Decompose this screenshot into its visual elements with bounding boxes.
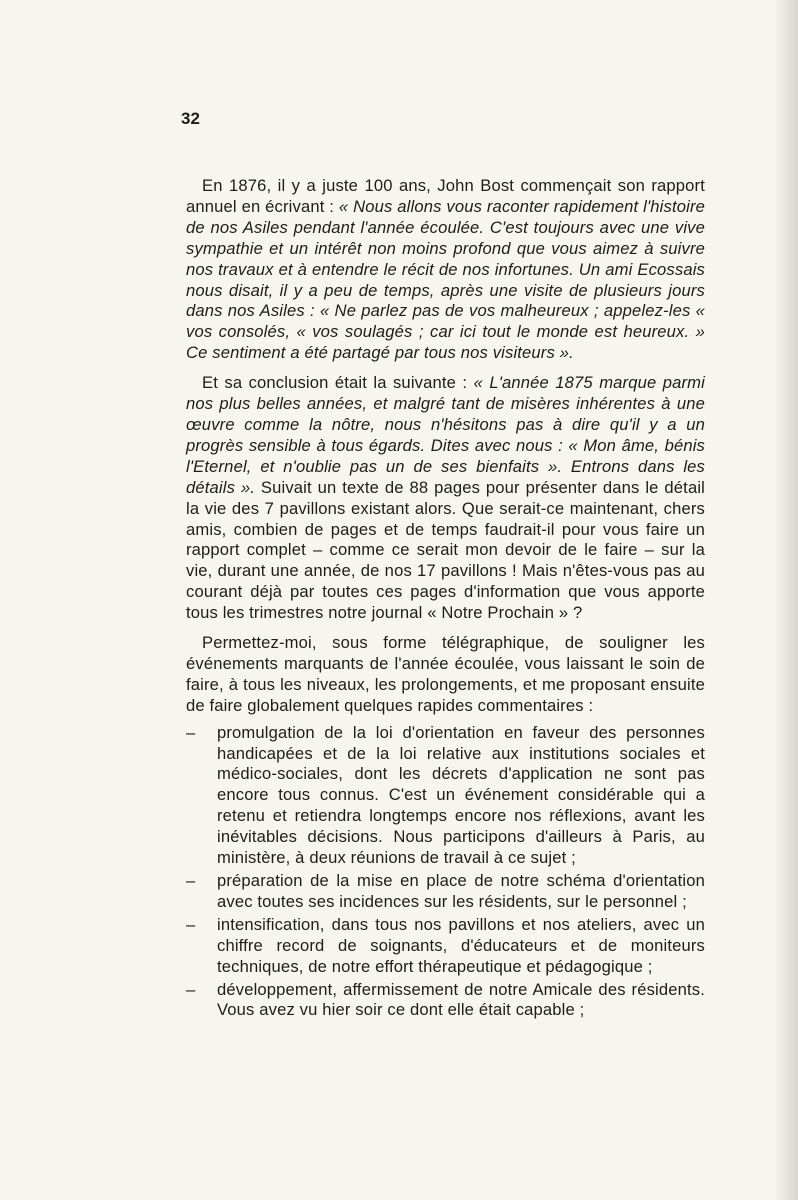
paragraph-events-intro: Permettez-moi, sous forme télégraphique, de souligner les événements marquants de l'année écoulée, vous laissant le soin de faire, à tous les niveaux, les prolongements, et me proposant ensuite de faire globalement quelques rapides commentaires : bbox=[186, 633, 705, 715]
intro-text: En 1876, il y a juste 100 ans, John Bost commençait son rapport annuel en écrivant : bbox=[186, 176, 705, 216]
paragraph-conclusion bbox=[186, 373, 705, 624]
list-dash: – bbox=[186, 871, 196, 890]
body-text bbox=[186, 176, 705, 1023]
conclusion-text: Suivait un texte de 88 pages pour présenter dans le détail la vie des 7 pavillons existant alors. Que serait-ce maintenant, chers amis, combien de pages et de temps faudrait-il pour vous faire un rapport complet – comme ce serait mon devoir de le faire – sur la vie, durant une année, de nos 17 pavillons ! Mais n'êtes-vous pas au courant déjà par toutes ces pages d'information que vous apporte tous les trimestres notre journal « Notre Prochain » ? bbox=[186, 477, 705, 623]
events-list bbox=[186, 723, 705, 1022]
list-item-text: promulgation de la loi d'orientation en faveur des personnes handicapées et de la loi relative aux institutions sociales et médico-sociales, dont les décrets d'application ne sont pas encore tous connus. C'est un événement considérable qui a retenu et retiendra longtemps encore nos réflexions, avant les inévitables décisions. Nous participons d'ailleurs à Paris, au ministère, à deux réunions de travail à ce sujet ; bbox=[217, 722, 705, 868]
list-item bbox=[186, 915, 705, 978]
intro-quote: « Nous allons vous raconter rapidement l'histoire de nos Asiles pendant l'année écoulée. C'est toujours avec une vive sympathie et un intérêt non moins profond que vous aimez à suivre nos travaux et à entendre le récit de nos infortunes. Un ami Ecossais nous disait, il y a peu de temps, après une visite de plusieurs jours dans nos Asiles : « Ne parlez pas de vos malheureux ; appelez-les « vos consolés, « vos soulagés ; car ici tout le monde est heureux. » Ce sentiment a été partagé par tous nos visiteurs ». bbox=[186, 196, 705, 363]
list-dash: – bbox=[186, 979, 196, 999]
list-item-text: préparation de la mise en place de notre schéma d'orientation avec toutes ses incidences sur les résidents, sur le personnel ; bbox=[217, 871, 705, 911]
list-item bbox=[186, 723, 705, 869]
list-dash: – bbox=[186, 914, 196, 934]
list-item-text: développement, affermissement de notre Amicale des résidents. Vous avez vu hier soir ce dont elle était capable ; bbox=[217, 979, 705, 1020]
conclusion-quote: « L'année 1875 marque parmi nos plus belles années, et malgré tant de misères inhérentes à une œuvre comme la nôtre, nous n'hésitons pas à dire qu'il y a un progrès sensible à tous égards. Dites avec nous : « Mon âme, bénis l'Eternel, et n'oublie pas un de ses bienfaits ». Entrons dans les détails ». bbox=[186, 373, 705, 497]
paragraph-intro bbox=[186, 176, 705, 364]
conclusion-lead: Et sa conclusion était la suivante : bbox=[202, 373, 474, 393]
list-dash: – bbox=[186, 722, 196, 742]
list-item-text: intensification, dans tous nos pavillons et nos ateliers, avec un chiffre record de soignants, d'éducateurs et de moniteurs techniques, de notre effort thérapeutique et pédagogique ; bbox=[217, 914, 705, 976]
list-item bbox=[186, 871, 705, 913]
list-item bbox=[186, 980, 705, 1022]
page-edge-shadow bbox=[776, 0, 798, 1200]
page-number: 32 bbox=[181, 109, 200, 128]
